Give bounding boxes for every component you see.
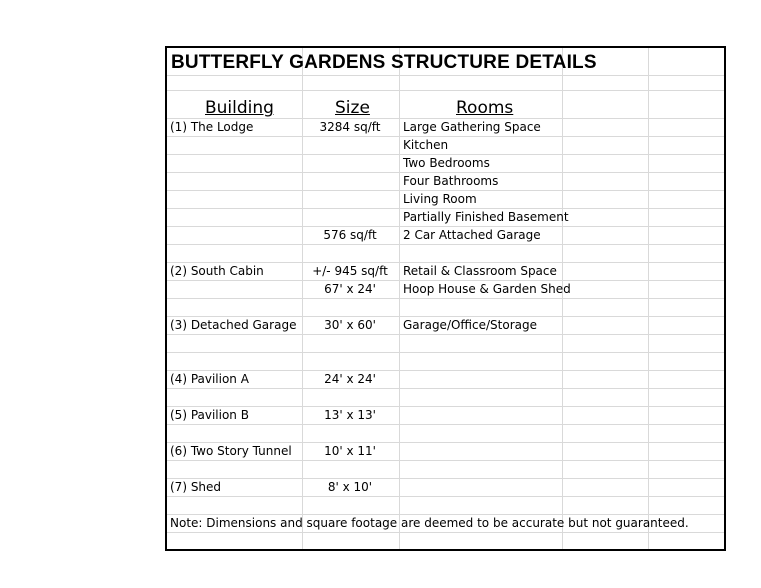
cell-rooms: Hoop House & Garden Shed bbox=[403, 282, 571, 296]
cell-size: +/- 945 sq/ft bbox=[312, 264, 388, 278]
cell-rooms: Retail & Classroom Space bbox=[403, 264, 557, 278]
grid-row-line bbox=[167, 299, 724, 317]
cell-rooms: Partially Finished Basement bbox=[403, 210, 569, 224]
cell-building: (1) The Lodge bbox=[170, 120, 254, 134]
cell-building: (2) South Cabin bbox=[170, 264, 264, 278]
grid-row-line bbox=[167, 245, 724, 263]
footnote: Note: Dimensions and square footage are deemed to be accurate but not guaranteed. bbox=[170, 516, 689, 530]
cell-building: (7) Shed bbox=[170, 480, 222, 494]
structure-details-sheet bbox=[165, 46, 726, 551]
cell-size: 67' x 24' bbox=[324, 282, 376, 296]
cell-rooms: Large Gathering Space bbox=[403, 120, 541, 134]
cell-building: (6) Two Story Tunnel bbox=[170, 444, 292, 458]
grid-row-line bbox=[167, 73, 724, 91]
cell-rooms: Two Bedrooms bbox=[403, 156, 490, 170]
cell-size: 8' x 10' bbox=[327, 480, 373, 494]
grid-row-line bbox=[167, 353, 724, 371]
cell-size: 3284 sq/ft bbox=[319, 120, 381, 134]
cell-building: (4) Pavilion A bbox=[170, 372, 249, 386]
cell-size: 24' x 24' bbox=[324, 372, 376, 386]
grid-row-line bbox=[167, 497, 724, 515]
cell-rooms: Garage/Office/Storage bbox=[403, 318, 538, 332]
grid-row-line bbox=[167, 425, 724, 443]
cell-building: (5) Pavilion B bbox=[170, 408, 249, 422]
cell-rooms: 2 Car Attached Garage bbox=[403, 228, 541, 242]
header-building: Building bbox=[205, 98, 274, 118]
header-rooms: Rooms bbox=[456, 98, 514, 118]
sheet-title: BUTTERFLY GARDENS STRUCTURE DETAILS bbox=[171, 52, 597, 73]
grid-row-line bbox=[167, 461, 724, 479]
cell-rooms: Living Room bbox=[403, 192, 477, 206]
header-size: Size bbox=[335, 98, 370, 118]
cell-rooms: Four Bathrooms bbox=[403, 174, 499, 188]
cell-size: 10' x 11' bbox=[324, 444, 376, 458]
grid-row-line bbox=[167, 335, 724, 353]
grid-row-line bbox=[167, 479, 724, 497]
cell-size: 13' x 13' bbox=[324, 408, 376, 422]
cell-size: 576 sq/ft bbox=[323, 228, 377, 242]
cell-building: (3) Detached Garage bbox=[170, 318, 297, 332]
grid-row-line bbox=[167, 389, 724, 407]
grid-row-line bbox=[167, 407, 724, 425]
grid-row-line bbox=[167, 371, 724, 389]
cell-size: 30' x 60' bbox=[324, 318, 376, 332]
cell-rooms: Kitchen bbox=[403, 138, 449, 152]
